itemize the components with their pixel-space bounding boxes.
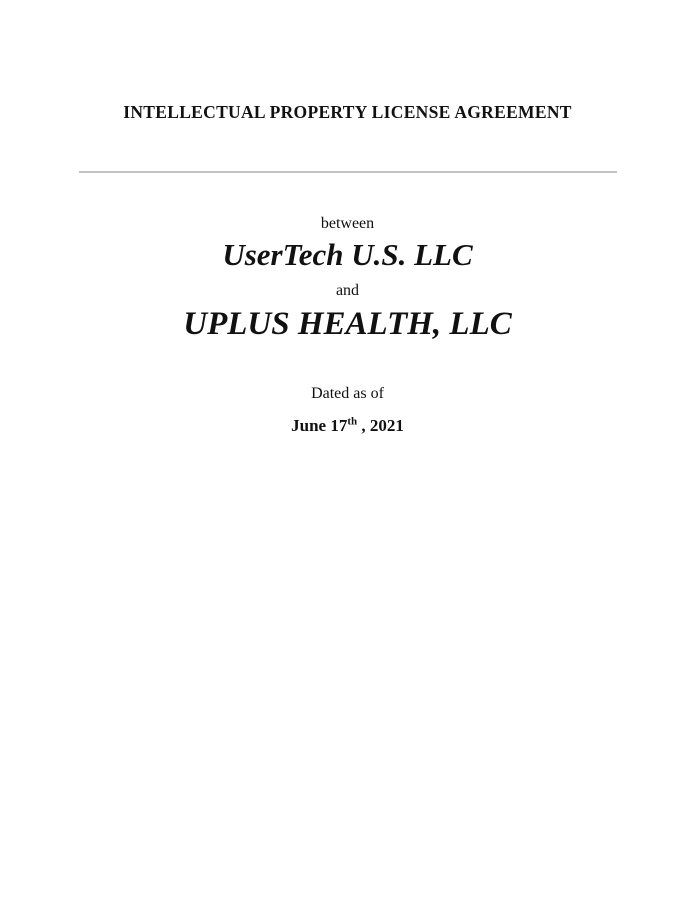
agreement-date [0, 417, 695, 436]
and-label: and [335, 282, 360, 299]
document-title: INTELLECTUAL PROPERTY LICENSE AGREEMENT [123, 102, 572, 122]
party-1-name: UserTech U.S. LLC [222, 237, 473, 272]
dated-as-of-label: Dated as of [311, 385, 384, 402]
horizontal-divider [79, 171, 617, 173]
agreement-date-ordinal: th [347, 415, 358, 428]
agreement-date-year: , 2021 [357, 416, 404, 435]
agreement-date-day: June 17 [291, 416, 348, 435]
party-2-name: UPLUS HEALTH, LLC [183, 306, 512, 342]
between-label: between [320, 215, 375, 232]
